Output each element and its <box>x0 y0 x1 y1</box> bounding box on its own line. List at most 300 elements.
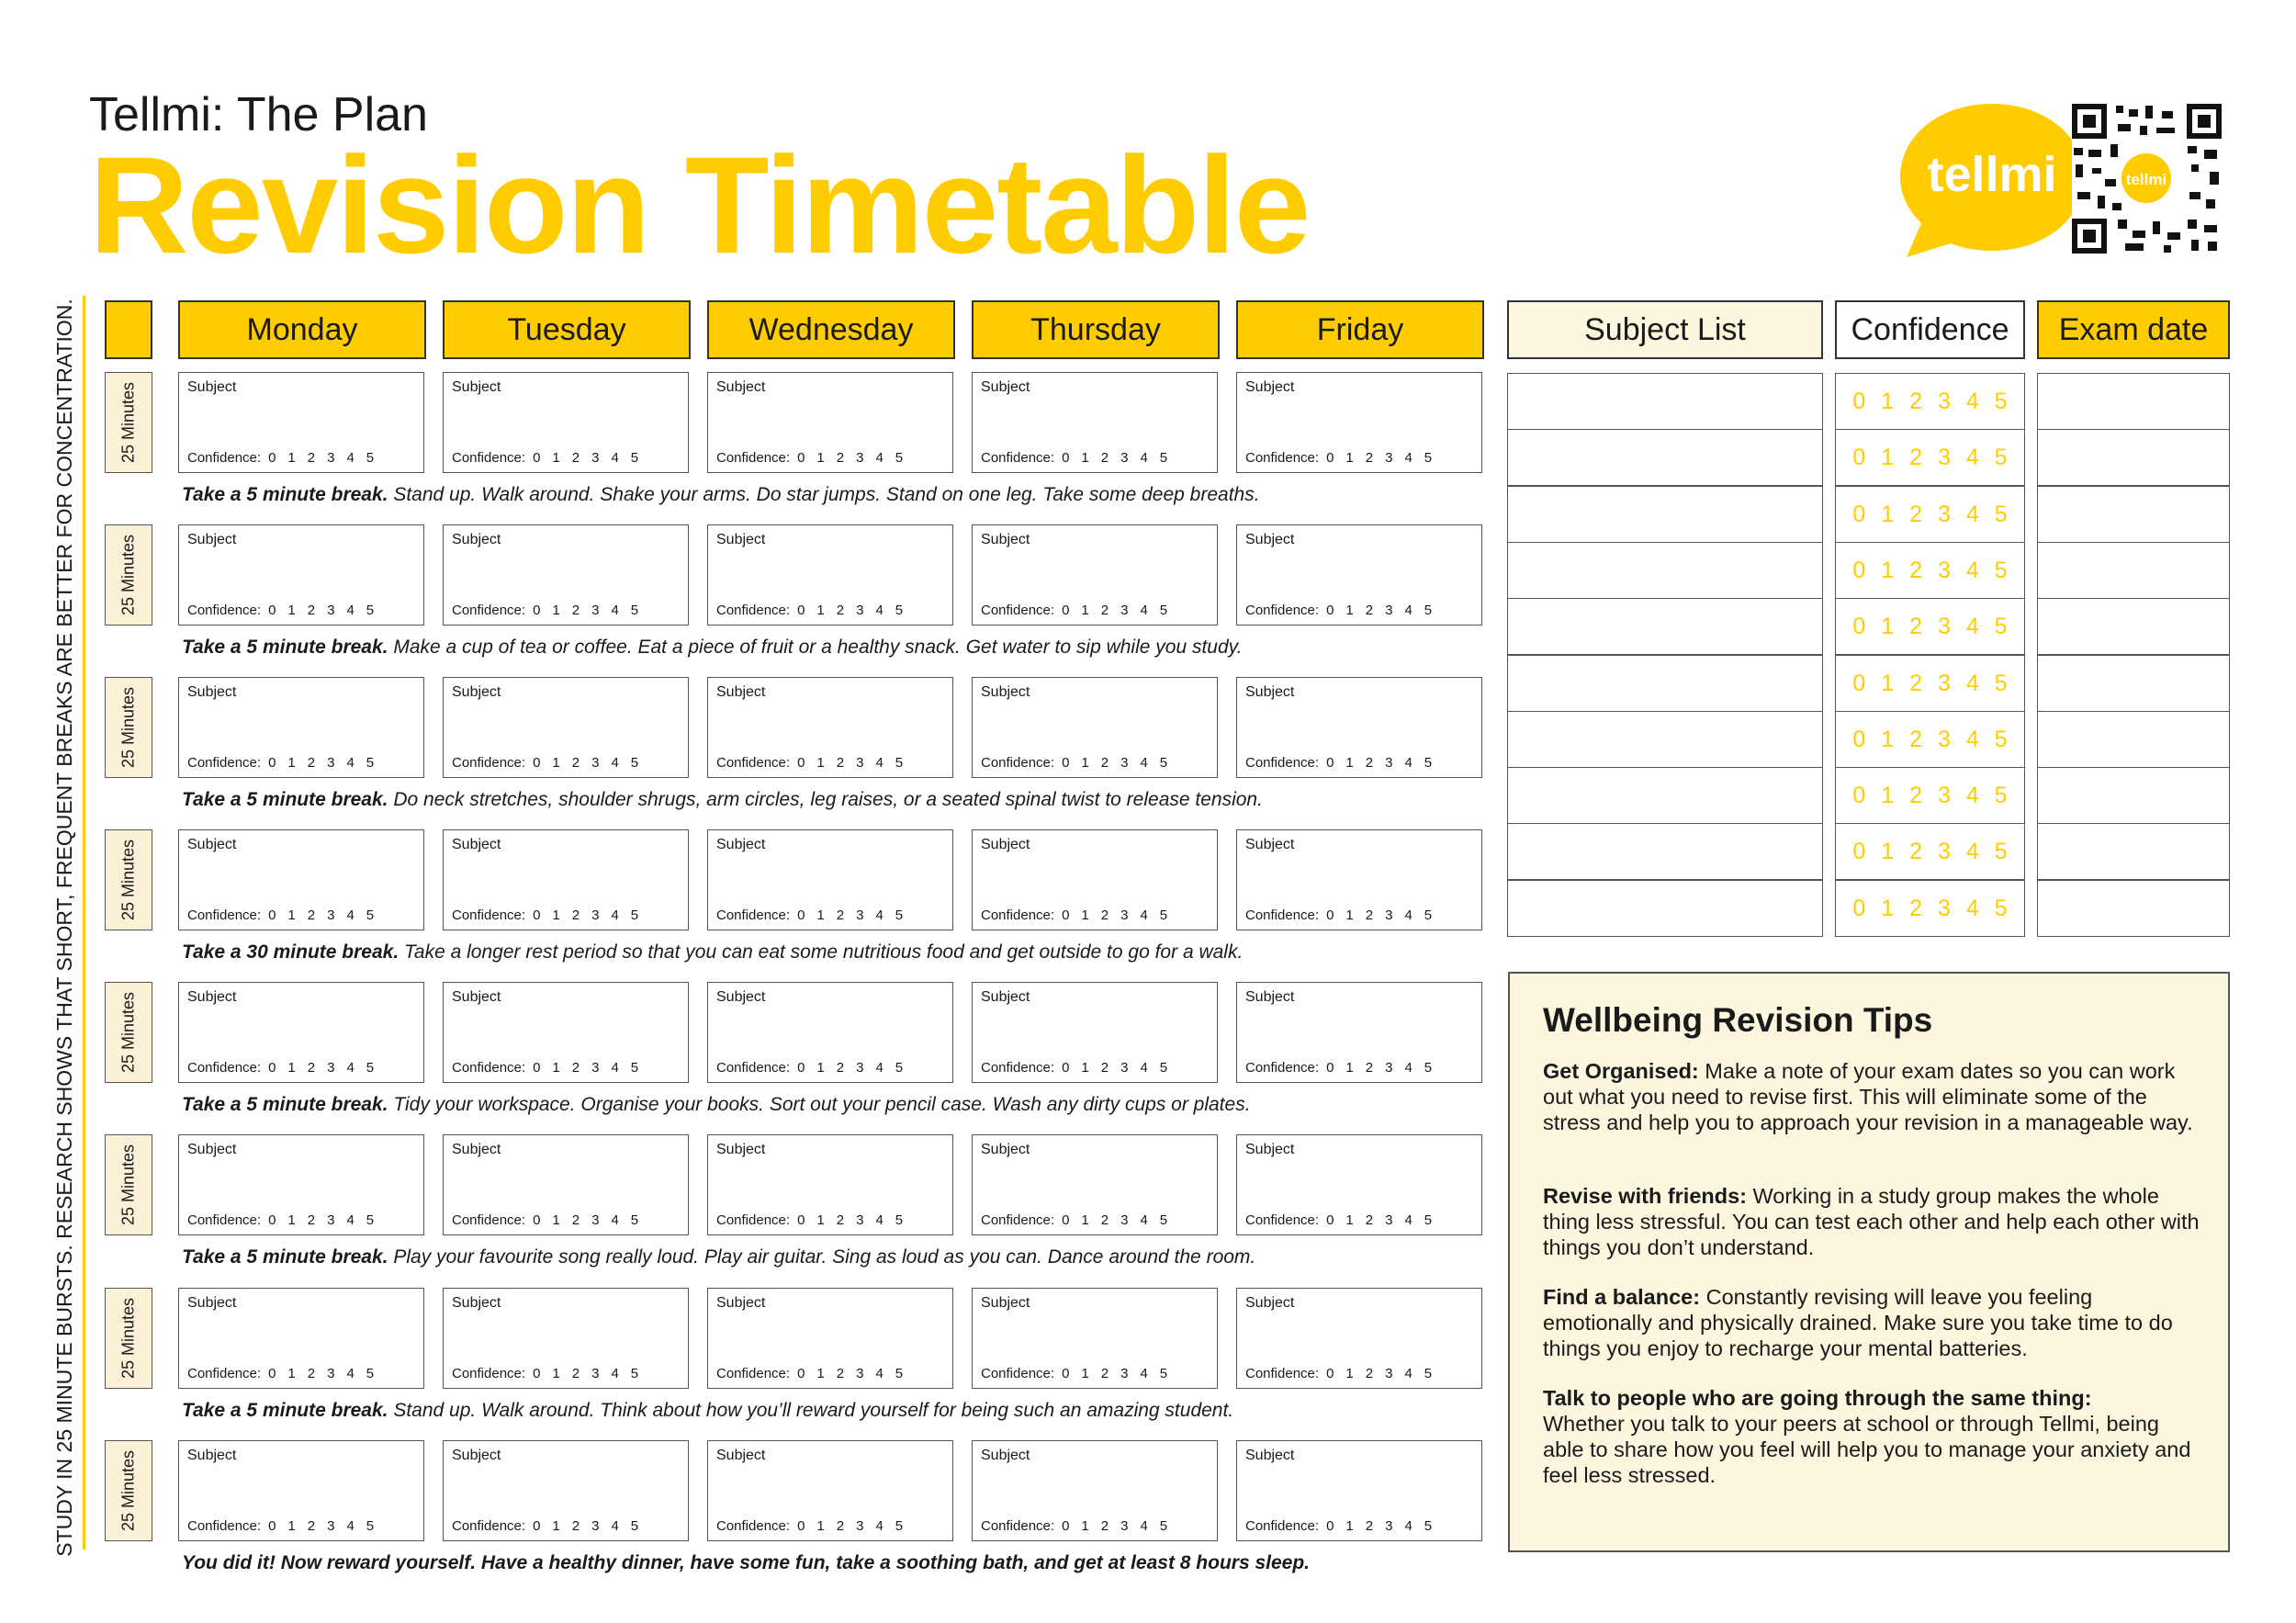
subject-cell-wednesday[interactable] <box>707 829 953 930</box>
confidence-option[interactable]: 0 <box>797 755 805 771</box>
confidence-option[interactable]: 5 <box>895 907 904 923</box>
confidence-option[interactable]: 5 <box>630 1518 639 1534</box>
confidence-option[interactable]: 3 <box>1385 450 1393 466</box>
confidence-option[interactable]: 5 <box>1159 1366 1168 1381</box>
confidence-option[interactable]: 3 <box>327 603 335 618</box>
confidence-option[interactable]: 3 <box>1120 755 1129 771</box>
confidence-option[interactable]: 0 <box>533 450 541 466</box>
confidence-option[interactable]: 0 <box>268 1366 276 1381</box>
confidence-option[interactable]: 2 <box>307 450 316 466</box>
confidence-option[interactable]: 4 <box>1404 1060 1412 1076</box>
confidence-option[interactable]: 4 <box>1404 1212 1412 1228</box>
confidence-row[interactable]: 0 1 2 3 4 5 <box>1835 542 2025 599</box>
confidence-option[interactable]: 4 <box>1404 755 1412 771</box>
confidence-option[interactable]: 0 <box>533 755 541 771</box>
confidence-option[interactable]: 4 <box>1140 1366 1148 1381</box>
confidence-option[interactable]: 0 <box>797 450 805 466</box>
confidence-option[interactable]: 0 <box>1326 1366 1334 1381</box>
confidence-option[interactable]: 4 <box>1404 603 1412 618</box>
subject-cell-thursday[interactable] <box>972 982 1218 1083</box>
confidence-option[interactable]: 0 <box>1062 450 1070 466</box>
confidence-option[interactable]: 3 <box>856 603 864 618</box>
confidence-option[interactable]: 0 <box>1326 907 1334 923</box>
confidence-option[interactable]: 4 <box>346 450 355 466</box>
confidence-option[interactable]: 5 <box>1159 450 1168 466</box>
confidence-option[interactable]: 1 <box>1345 1366 1354 1381</box>
confidence-option[interactable]: 5 <box>1424 1060 1433 1076</box>
confidence-option[interactable]: 1 <box>287 1366 296 1381</box>
confidence-option[interactable]: 1 <box>816 1060 825 1076</box>
subject-cell-wednesday[interactable] <box>707 1134 953 1235</box>
confidence-option[interactable]: 1 <box>287 755 296 771</box>
confidence-row[interactable]: 0 1 2 3 4 5 <box>1835 711 2025 768</box>
confidence-option[interactable]: 2 <box>307 1518 316 1534</box>
confidence-option[interactable]: 3 <box>1385 1212 1393 1228</box>
confidence-option[interactable]: 1 <box>287 1212 296 1228</box>
confidence-option[interactable]: 0 <box>1326 755 1334 771</box>
exam-date-row[interactable] <box>2037 880 2230 937</box>
subject-cell-wednesday[interactable] <box>707 982 953 1083</box>
confidence-option[interactable]: 3 <box>591 1366 600 1381</box>
subject-cell-friday[interactable] <box>1236 677 1482 778</box>
exam-date-row[interactable] <box>2037 429 2230 486</box>
confidence-option[interactable]: 0 <box>797 1366 805 1381</box>
confidence-option[interactable]: 2 <box>836 1518 845 1534</box>
subject-cell-thursday[interactable] <box>972 524 1218 626</box>
confidence-option[interactable]: 2 <box>307 1060 316 1076</box>
confidence-option[interactable]: 3 <box>1120 1366 1129 1381</box>
confidence-option[interactable]: 5 <box>366 907 375 923</box>
confidence-option[interactable]: 0 <box>268 450 276 466</box>
confidence-option[interactable]: 1 <box>1345 1212 1354 1228</box>
confidence-option[interactable]: 5 <box>1424 1212 1433 1228</box>
confidence-option[interactable]: 0 <box>1062 603 1070 618</box>
confidence-option[interactable]: 0 <box>797 1060 805 1076</box>
confidence-option[interactable]: 2 <box>1100 755 1109 771</box>
confidence-option[interactable]: 1 <box>287 1518 296 1534</box>
confidence-option[interactable]: 3 <box>1385 1366 1393 1381</box>
confidence-option[interactable]: 2 <box>836 1212 845 1228</box>
confidence-option[interactable]: 4 <box>1140 907 1148 923</box>
confidence-option[interactable]: 4 <box>875 1060 884 1076</box>
confidence-option[interactable]: 4 <box>875 603 884 618</box>
subject-cell-friday[interactable] <box>1236 372 1482 473</box>
confidence-option[interactable]: 0 <box>533 603 541 618</box>
subject-cell-monday[interactable] <box>178 1288 424 1389</box>
confidence-option[interactable]: 5 <box>630 1060 639 1076</box>
confidence-option[interactable]: 0 <box>1326 450 1334 466</box>
confidence-option[interactable]: 5 <box>630 907 639 923</box>
confidence-option[interactable]: 3 <box>1120 1060 1129 1076</box>
confidence-option[interactable]: 4 <box>611 907 619 923</box>
subject-cell-monday[interactable] <box>178 1134 424 1235</box>
confidence-option[interactable]: 0 <box>268 907 276 923</box>
confidence-option[interactable]: 0 <box>1326 603 1334 618</box>
exam-date-row[interactable] <box>2037 598 2230 655</box>
subject-cell-thursday[interactable] <box>972 829 1218 930</box>
confidence-option[interactable]: 5 <box>895 1212 904 1228</box>
confidence-option[interactable]: 1 <box>1081 1060 1089 1076</box>
confidence-option[interactable]: 1 <box>552 1060 560 1076</box>
confidence-option[interactable]: 1 <box>287 907 296 923</box>
confidence-option[interactable]: 0 <box>1062 1060 1070 1076</box>
confidence-option[interactable]: 5 <box>1424 603 1433 618</box>
subject-cell-monday[interactable] <box>178 1440 424 1541</box>
confidence-option[interactable]: 0 <box>1062 1518 1070 1534</box>
confidence-option[interactable]: 3 <box>856 755 864 771</box>
confidence-option[interactable]: 3 <box>856 1366 864 1381</box>
confidence-option[interactable]: 1 <box>816 603 825 618</box>
confidence-option[interactable]: 1 <box>552 907 560 923</box>
subject-list-row[interactable] <box>1507 880 1823 937</box>
confidence-option[interactable]: 4 <box>1404 907 1412 923</box>
subject-list-row[interactable] <box>1507 823 1823 880</box>
confidence-option[interactable]: 5 <box>1424 907 1433 923</box>
confidence-option[interactable]: 5 <box>1159 603 1168 618</box>
subject-list-row[interactable] <box>1507 429 1823 486</box>
confidence-option[interactable]: 1 <box>1081 755 1089 771</box>
confidence-option[interactable]: 2 <box>1100 1366 1109 1381</box>
confidence-option[interactable]: 3 <box>1120 907 1129 923</box>
confidence-option[interactable]: 2 <box>836 603 845 618</box>
confidence-option[interactable]: 2 <box>307 603 316 618</box>
subject-cell-monday[interactable] <box>178 372 424 473</box>
confidence-option[interactable]: 4 <box>1140 1060 1148 1076</box>
confidence-option[interactable]: 1 <box>1081 907 1089 923</box>
confidence-option[interactable]: 5 <box>366 603 375 618</box>
confidence-option[interactable]: 3 <box>856 1212 864 1228</box>
confidence-option[interactable]: 2 <box>1100 1212 1109 1228</box>
confidence-option[interactable]: 2 <box>836 1366 845 1381</box>
confidence-option[interactable]: 2 <box>571 603 580 618</box>
confidence-option[interactable]: 2 <box>1100 1518 1109 1534</box>
subject-cell-tuesday[interactable] <box>443 1288 689 1389</box>
confidence-option[interactable]: 2 <box>571 1212 580 1228</box>
confidence-option[interactable]: 1 <box>1345 907 1354 923</box>
confidence-option[interactable]: 1 <box>1081 603 1089 618</box>
confidence-option[interactable]: 3 <box>591 1060 600 1076</box>
confidence-option[interactable]: 2 <box>1365 1518 1374 1534</box>
confidence-option[interactable]: 1 <box>1081 1212 1089 1228</box>
exam-date-row[interactable] <box>2037 486 2230 543</box>
confidence-option[interactable]: 1 <box>1345 1060 1354 1076</box>
confidence-option[interactable]: 3 <box>327 450 335 466</box>
confidence-row[interactable]: 0 1 2 3 4 5 <box>1835 655 2025 712</box>
confidence-option[interactable]: 3 <box>591 1212 600 1228</box>
confidence-option[interactable]: 4 <box>611 1060 619 1076</box>
confidence-option[interactable]: 5 <box>1159 1212 1168 1228</box>
confidence-option[interactable]: 1 <box>1081 450 1089 466</box>
subject-cell-friday[interactable] <box>1236 829 1482 930</box>
confidence-option[interactable]: 3 <box>591 907 600 923</box>
confidence-row[interactable]: 0 1 2 3 4 5 <box>1835 429 2025 486</box>
confidence-option[interactable]: 2 <box>307 907 316 923</box>
confidence-option[interactable]: 1 <box>1345 1518 1354 1534</box>
confidence-option[interactable]: 5 <box>1424 450 1433 466</box>
confidence-option[interactable]: 0 <box>268 755 276 771</box>
confidence-option[interactable]: 2 <box>1100 907 1109 923</box>
confidence-option[interactable]: 4 <box>875 755 884 771</box>
confidence-option[interactable]: 5 <box>630 603 639 618</box>
confidence-option[interactable]: 3 <box>1385 907 1393 923</box>
subject-cell-tuesday[interactable] <box>443 829 689 930</box>
subject-cell-wednesday[interactable] <box>707 1440 953 1541</box>
confidence-option[interactable]: 2 <box>1365 907 1374 923</box>
confidence-option[interactable]: 4 <box>346 907 355 923</box>
confidence-option[interactable]: 3 <box>327 907 335 923</box>
confidence-option[interactable]: 4 <box>1140 755 1148 771</box>
confidence-option[interactable]: 5 <box>1424 1366 1433 1381</box>
confidence-option[interactable]: 3 <box>856 1518 864 1534</box>
subject-list-row[interactable] <box>1507 767 1823 824</box>
confidence-option[interactable]: 1 <box>1081 1518 1089 1534</box>
confidence-option[interactable]: 3 <box>591 450 600 466</box>
confidence-option[interactable]: 0 <box>268 603 276 618</box>
confidence-option[interactable]: 1 <box>1345 603 1354 618</box>
confidence-option[interactable]: 1 <box>287 603 296 618</box>
subject-cell-tuesday[interactable] <box>443 1134 689 1235</box>
confidence-option[interactable]: 0 <box>797 1212 805 1228</box>
confidence-option[interactable]: 3 <box>327 1366 335 1381</box>
confidence-option[interactable]: 5 <box>630 1366 639 1381</box>
subject-cell-thursday[interactable] <box>972 1440 1218 1541</box>
confidence-option[interactable]: 4 <box>346 1060 355 1076</box>
confidence-option[interactable]: 4 <box>875 1212 884 1228</box>
confidence-option[interactable]: 0 <box>1326 1212 1334 1228</box>
confidence-option[interactable]: 0 <box>1326 1060 1334 1076</box>
subject-cell-monday[interactable] <box>178 829 424 930</box>
confidence-option[interactable]: 0 <box>1062 907 1070 923</box>
confidence-option[interactable]: 1 <box>552 450 560 466</box>
confidence-option[interactable]: 5 <box>1424 1518 1433 1534</box>
confidence-option[interactable]: 4 <box>875 907 884 923</box>
confidence-option[interactable]: 5 <box>1159 907 1168 923</box>
confidence-option[interactable]: 1 <box>1345 450 1354 466</box>
subject-cell-wednesday[interactable] <box>707 372 953 473</box>
confidence-option[interactable]: 2 <box>1365 603 1374 618</box>
confidence-option[interactable]: 4 <box>346 755 355 771</box>
confidence-option[interactable]: 1 <box>552 1518 560 1534</box>
confidence-option[interactable]: 2 <box>571 755 580 771</box>
confidence-row[interactable]: 0 1 2 3 4 5 <box>1835 823 2025 880</box>
confidence-option[interactable]: 2 <box>836 907 845 923</box>
confidence-option[interactable]: 3 <box>856 907 864 923</box>
subject-cell-thursday[interactable] <box>972 1134 1218 1235</box>
confidence-option[interactable]: 5 <box>366 1518 375 1534</box>
confidence-option[interactable]: 4 <box>611 755 619 771</box>
confidence-row[interactable]: 0 1 2 3 4 5 <box>1835 486 2025 543</box>
confidence-option[interactable]: 4 <box>346 1212 355 1228</box>
confidence-option[interactable]: 4 <box>875 1518 884 1534</box>
confidence-option[interactable]: 0 <box>797 1518 805 1534</box>
confidence-option[interactable]: 2 <box>1365 1212 1374 1228</box>
confidence-option[interactable]: 3 <box>327 1518 335 1534</box>
confidence-option[interactable]: 1 <box>552 755 560 771</box>
confidence-option[interactable]: 3 <box>1120 603 1129 618</box>
confidence-option[interactable]: 1 <box>816 1518 825 1534</box>
confidence-option[interactable]: 2 <box>1100 450 1109 466</box>
confidence-option[interactable]: 4 <box>1404 450 1412 466</box>
confidence-option[interactable]: 4 <box>875 450 884 466</box>
confidence-option[interactable]: 1 <box>816 907 825 923</box>
confidence-option[interactable]: 3 <box>1385 603 1393 618</box>
subject-cell-friday[interactable] <box>1236 982 1482 1083</box>
confidence-option[interactable]: 3 <box>1120 1212 1129 1228</box>
confidence-option[interactable]: 0 <box>268 1212 276 1228</box>
confidence-option[interactable]: 3 <box>591 1518 600 1534</box>
confidence-option[interactable]: 4 <box>611 1212 619 1228</box>
confidence-option[interactable]: 2 <box>836 1060 845 1076</box>
confidence-option[interactable]: 1 <box>816 1366 825 1381</box>
confidence-option[interactable]: 0 <box>268 1060 276 1076</box>
subject-cell-friday[interactable] <box>1236 1134 1482 1235</box>
confidence-option[interactable]: 4 <box>1140 450 1148 466</box>
subject-cell-friday[interactable] <box>1236 1440 1482 1541</box>
confidence-option[interactable]: 2 <box>836 755 845 771</box>
confidence-option[interactable]: 5 <box>1159 755 1168 771</box>
confidence-option[interactable]: 0 <box>533 907 541 923</box>
confidence-option[interactable]: 2 <box>1100 603 1109 618</box>
confidence-option[interactable]: 5 <box>895 755 904 771</box>
confidence-option[interactable]: 1 <box>287 450 296 466</box>
confidence-option[interactable]: 3 <box>327 755 335 771</box>
confidence-option[interactable]: 5 <box>895 1366 904 1381</box>
confidence-option[interactable]: 4 <box>1140 603 1148 618</box>
subject-cell-thursday[interactable] <box>972 677 1218 778</box>
confidence-option[interactable]: 5 <box>630 450 639 466</box>
confidence-option[interactable]: 3 <box>591 603 600 618</box>
confidence-option[interactable]: 4 <box>346 603 355 618</box>
subject-list-row[interactable] <box>1507 598 1823 655</box>
confidence-option[interactable]: 5 <box>895 603 904 618</box>
confidence-option[interactable]: 1 <box>816 1212 825 1228</box>
subject-cell-tuesday[interactable] <box>443 982 689 1083</box>
exam-date-row[interactable] <box>2037 823 2230 880</box>
subject-cell-monday[interactable] <box>178 982 424 1083</box>
confidence-option[interactable]: 3 <box>1385 755 1393 771</box>
confidence-option[interactable]: 0 <box>533 1518 541 1534</box>
confidence-option[interactable]: 4 <box>346 1366 355 1381</box>
exam-date-row[interactable] <box>2037 711 2230 768</box>
confidence-option[interactable]: 3 <box>1385 1518 1393 1534</box>
subject-cell-friday[interactable] <box>1236 1288 1482 1389</box>
subject-cell-tuesday[interactable] <box>443 372 689 473</box>
confidence-option[interactable]: 4 <box>611 450 619 466</box>
confidence-option[interactable]: 3 <box>856 450 864 466</box>
subject-cell-friday[interactable] <box>1236 524 1482 626</box>
subject-cell-monday[interactable] <box>178 677 424 778</box>
confidence-row[interactable]: 0 1 2 3 4 5 <box>1835 373 2025 430</box>
confidence-option[interactable]: 4 <box>1140 1518 1148 1534</box>
confidence-option[interactable]: 0 <box>797 603 805 618</box>
confidence-option[interactable]: 4 <box>1140 1212 1148 1228</box>
confidence-option[interactable]: 2 <box>571 1060 580 1076</box>
confidence-option[interactable]: 0 <box>268 1518 276 1534</box>
confidence-option[interactable]: 2 <box>307 1366 316 1381</box>
confidence-option[interactable]: 4 <box>346 1518 355 1534</box>
confidence-option[interactable]: 1 <box>552 603 560 618</box>
confidence-option[interactable]: 4 <box>611 603 619 618</box>
confidence-option[interactable]: 1 <box>552 1366 560 1381</box>
confidence-option[interactable]: 3 <box>591 755 600 771</box>
confidence-option[interactable]: 2 <box>1365 1366 1374 1381</box>
confidence-option[interactable]: 5 <box>1159 1518 1168 1534</box>
confidence-option[interactable]: 4 <box>611 1366 619 1381</box>
subject-cell-monday[interactable] <box>178 524 424 626</box>
confidence-option[interactable]: 0 <box>533 1060 541 1076</box>
confidence-option[interactable]: 0 <box>533 1212 541 1228</box>
subject-list-row[interactable] <box>1507 373 1823 430</box>
confidence-option[interactable]: 1 <box>287 1060 296 1076</box>
confidence-option[interactable]: 3 <box>327 1212 335 1228</box>
subject-cell-thursday[interactable] <box>972 1288 1218 1389</box>
confidence-option[interactable]: 2 <box>571 907 580 923</box>
confidence-option[interactable]: 4 <box>1404 1366 1412 1381</box>
confidence-option[interactable]: 5 <box>366 1212 375 1228</box>
confidence-option[interactable]: 1 <box>1081 1366 1089 1381</box>
confidence-option[interactable]: 0 <box>1062 1366 1070 1381</box>
confidence-row[interactable]: 0 1 2 3 4 5 <box>1835 880 2025 937</box>
confidence-option[interactable]: 2 <box>571 1518 580 1534</box>
confidence-option[interactable]: 1 <box>1345 755 1354 771</box>
confidence-option[interactable]: 4 <box>875 1366 884 1381</box>
confidence-option[interactable]: 5 <box>1159 1060 1168 1076</box>
confidence-option[interactable]: 3 <box>1120 1518 1129 1534</box>
confidence-option[interactable]: 5 <box>366 450 375 466</box>
confidence-option[interactable]: 5 <box>1424 755 1433 771</box>
confidence-option[interactable]: 3 <box>856 1060 864 1076</box>
confidence-option[interactable]: 2 <box>1365 1060 1374 1076</box>
confidence-option[interactable]: 3 <box>1385 1060 1393 1076</box>
confidence-option[interactable]: 0 <box>1326 1518 1334 1534</box>
subject-list-row[interactable] <box>1507 486 1823 543</box>
exam-date-row[interactable] <box>2037 767 2230 824</box>
subject-cell-tuesday[interactable] <box>443 677 689 778</box>
confidence-option[interactable]: 2 <box>1365 755 1374 771</box>
confidence-option[interactable]: 5 <box>366 1366 375 1381</box>
subject-cell-thursday[interactable] <box>972 372 1218 473</box>
confidence-option[interactable]: 4 <box>611 1518 619 1534</box>
confidence-option[interactable]: 4 <box>1404 1518 1412 1534</box>
subject-cell-tuesday[interactable] <box>443 524 689 626</box>
confidence-option[interactable]: 1 <box>816 450 825 466</box>
confidence-row[interactable]: 0 1 2 3 4 5 <box>1835 767 2025 824</box>
subject-cell-wednesday[interactable] <box>707 524 953 626</box>
confidence-option[interactable]: 2 <box>1100 1060 1109 1076</box>
confidence-option[interactable]: 5 <box>895 1060 904 1076</box>
subject-cell-tuesday[interactable] <box>443 1440 689 1541</box>
exam-date-row[interactable] <box>2037 542 2230 599</box>
confidence-option[interactable]: 2 <box>571 1366 580 1381</box>
confidence-option[interactable]: 2 <box>571 450 580 466</box>
confidence-row[interactable]: 0 1 2 3 4 5 <box>1835 598 2025 655</box>
confidence-option[interactable]: 0 <box>1062 1212 1070 1228</box>
confidence-option[interactable]: 3 <box>327 1060 335 1076</box>
confidence-option[interactable]: 5 <box>630 755 639 771</box>
confidence-option[interactable]: 5 <box>630 1212 639 1228</box>
subject-cell-wednesday[interactable] <box>707 1288 953 1389</box>
confidence-option[interactable]: 0 <box>797 907 805 923</box>
confidence-option[interactable]: 5 <box>895 1518 904 1534</box>
subject-list-row[interactable] <box>1507 542 1823 599</box>
confidence-option[interactable]: 2 <box>836 450 845 466</box>
confidence-option[interactable]: 2 <box>307 755 316 771</box>
confidence-option[interactable]: 5 <box>895 450 904 466</box>
confidence-option[interactable]: 0 <box>1062 755 1070 771</box>
confidence-option[interactable]: 1 <box>552 1212 560 1228</box>
subject-list-row[interactable] <box>1507 711 1823 768</box>
confidence-option[interactable]: 0 <box>533 1366 541 1381</box>
